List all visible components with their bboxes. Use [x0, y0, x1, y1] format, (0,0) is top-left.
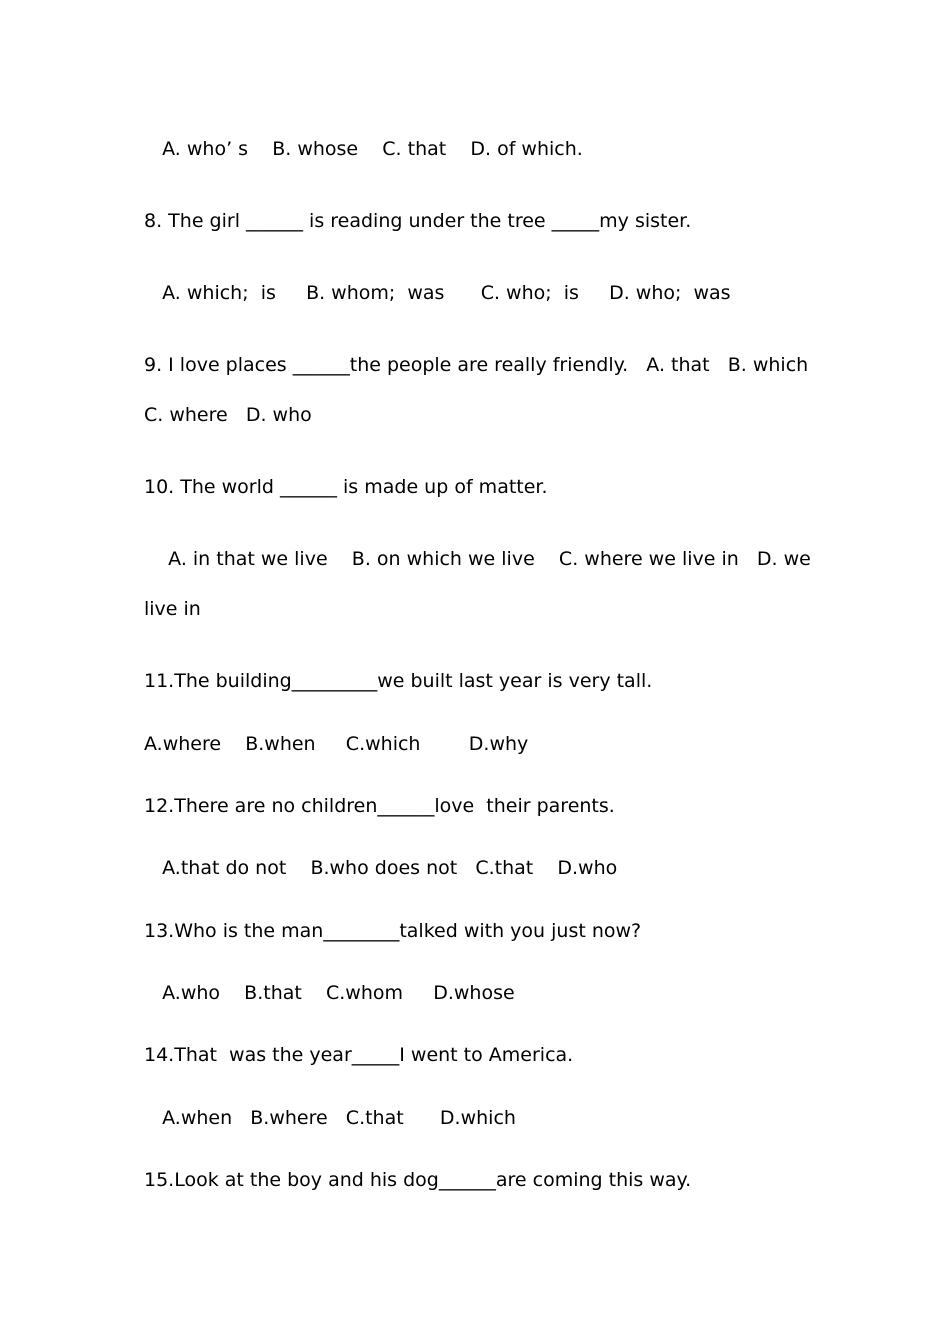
- q12-question: 12.There are no children______love their parents.: [144, 795, 615, 817]
- q15-question: 15.Look at the boy and his dog______are coming this way.: [144, 1169, 692, 1191]
- q13-options: A.who B.that C.whom D.whose: [144, 982, 515, 1004]
- q9-options-continued: C. where D. who: [144, 404, 312, 426]
- q9-question: 9. I love places ______the people are really friendly. A. that B. which: [144, 354, 809, 376]
- q8-options: A. which; is B. whom; was C. who; is D. who; was: [144, 282, 731, 304]
- q7-options: A. who’ s B. whose C. that D. of which.: [144, 138, 583, 160]
- q10-options: A. in that we live B. on which we live C. where we live in D. we: [144, 548, 811, 570]
- q11-options: A.where B.when C.which D.why: [144, 733, 529, 755]
- q12-options: A.that do not B.who does not C.that D.who: [144, 857, 618, 879]
- q14-question: 14.That was the year_____I went to America.: [144, 1044, 574, 1066]
- q14-options: A.when B.where C.that D.which: [144, 1107, 516, 1129]
- q10-question: 10. The world ______ is made up of matter.: [144, 476, 548, 498]
- q10-options-continued: live in: [144, 598, 201, 620]
- q11-question: 11.The building_________we built last year is very tall.: [144, 670, 653, 692]
- q8-question: 8. The girl ______ is reading under the tree _____my sister.: [144, 210, 692, 232]
- q13-question: 13.Who is the man________talked with you just now?: [144, 920, 642, 942]
